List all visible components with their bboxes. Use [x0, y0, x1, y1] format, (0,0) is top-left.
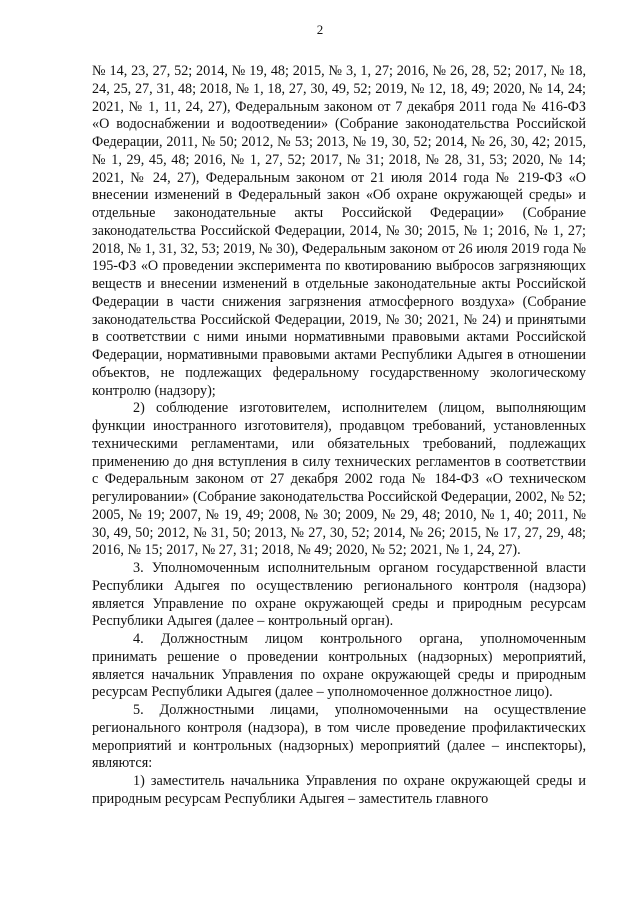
- body-text: [92, 63, 586, 809]
- page-number: 2: [316, 22, 324, 37]
- paragraph-clause-4: 4. Должностным лицом контрольного органа, уполномоченным принимать решение о проведении контрольных (надзорных) мероприятий, является начальник Управления по охране окружающей среды и природным ресурсам Республики Адыгея (далее – уполномоченное должностное лицо).: [92, 631, 586, 701]
- paragraph-legal-references: № 14, 23, 27, 52; 2014, № 19, 48; 2015, № 3, 1, 27; 2016, № 26, 28, 52; 2017, № 18, 24, 25, 27, 31, 48; 2018, № 1, 18, 27, 30, 49, 52; 2019, № 12, 18, 49; 2020, № 14, 24; 2021, № 1, 11, 24, 27), Федеральным законом от 7 декабря 2011 года № 416-ФЗ «О водоснабжении и водоотведении» (Собрание законодательства Российской Федерации, 2011, № 50; 2012, № 53; 2013, № 19, 30, 52; 2014, № 26, 30, 42; 2015, № 1, 29, 45, 48; 2016, № 1, 27, 52; 2017, № 31; 2018, № 28, 31, 53; 2020, № 14; 2021, № 24, 27), Федеральным законом от 21 июля 2014 года № 219-ФЗ «О внесении изменений в Федеральный закон «Об охране окружающей среды» и отдельные законодательные акты Российской Федерации» (Собрание законодательства Российской Федерации, 2014, № 30; 2015, № 1; 2016, № 1, 27; 2018, № 1, 31, 32, 53; 2019, № 30), Федеральным законом от 26 июля 2019 года № 195-ФЗ «О проведении эксперимента по квотированию выбросов загрязняющих веществ и внесении изменений в отдельные законодательные акты Российской Федерации в части снижения загрязнения атмосферного воздуха» (Собрание законодательства Российской Федерации, 2019, № 30; 2021, № 24) и принятыми в соответствии с ними иными нормативными правовыми актами Российской Федерации, нормативными правовыми актами Республики Адыгея в отношении объектов, не подлежащих федеральному государственному экологическому контролю (надзору);: [92, 63, 586, 399]
- paragraph-clause-5: 5. Должностными лицами, уполномоченными на осуществление регионального контроля (надзора), в том числе проведение профилактических мероприятий и контрольных (надзорных) мероприятий (далее – инспекторы), являются:: [92, 702, 586, 772]
- paragraph-clause-3: 3. Уполномоченным исполнительным органом государственной власти Республики Адыгея по осуществлению регионального контроля (надзора) является Управление по охране окружающей среды и природным ресурсам Республики Адыгея (далее – контрольный орган).: [92, 560, 586, 630]
- paragraph-item-2: 2) соблюдение изготовителем, исполнителем (лицом, выполняющим функции иностранного изготовителя), продавцом требований, установленных техническими регламентами, или обязательных требований, подлежащих применению до дня вступления в силу технических регламентов в соответствии с Федеральным законом от 27 декабря 2002 года № 184-ФЗ «О техническом регулировании» (Собрание законодательства Российской Федерации, 2002, № 52; 2005, № 19; 2007, № 19, 49; 2008, № 30; 2009, № 29, 48; 2010, № 1, 40; 2011, № 30, 49, 50; 2012, № 31, 50; 2013, № 27, 30, 52; 2014, № 26; 2015, № 17, 27, 29, 48; 2016, № 15; 2017, № 27, 31; 2018, № 49; 2020, № 52; 2021, № 1, 24, 27).: [92, 400, 586, 559]
- paragraph-subitem-1: 1) заместитель начальника Управления по охране окружающей среды и природным ресурсам Республики Адыгея – заместитель главного: [92, 773, 586, 807]
